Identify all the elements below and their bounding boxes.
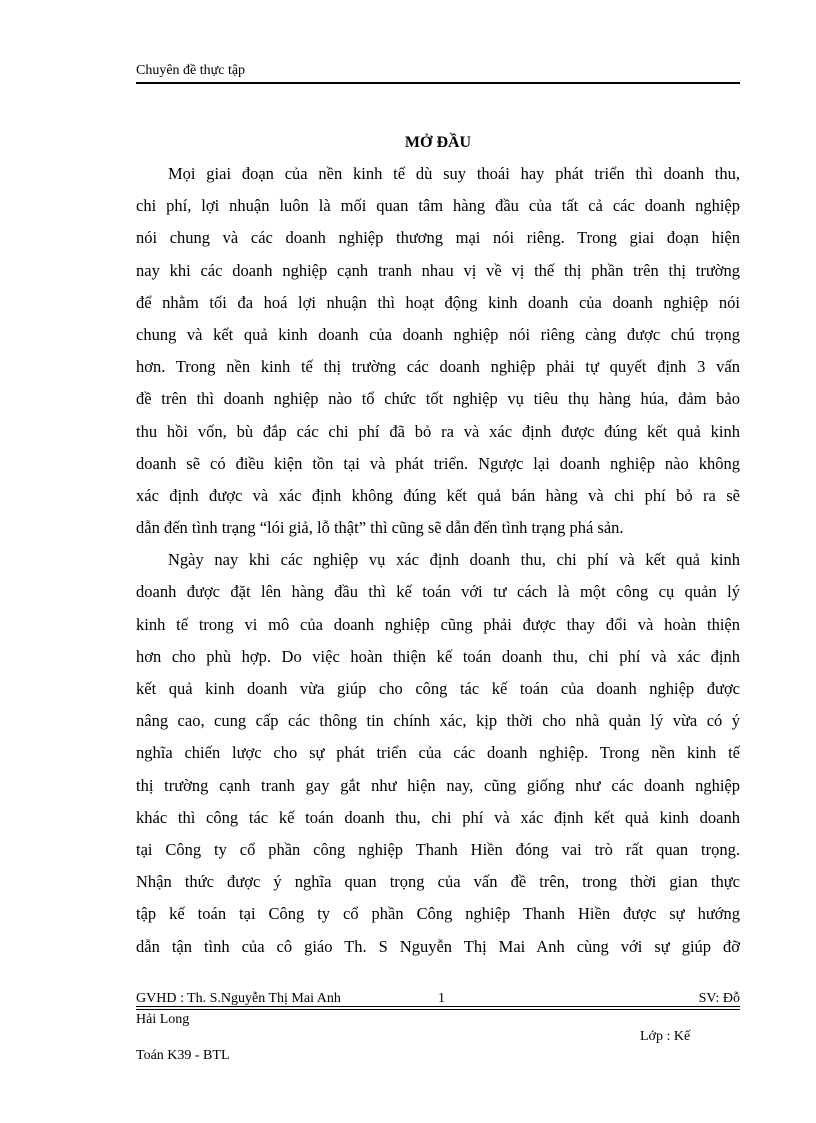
paragraph-line: dẫn tận tình của cô giáo Th. S Nguyễn Thị Mai Anh cùng với sự giúp đỡ xyxy=(136,936,740,956)
footer-divider-double xyxy=(136,1009,740,1010)
paragraph-line: Nhận thức được ý nghĩa quan trọng của vấn đề trên, trong thời gian thực xyxy=(136,872,740,892)
paragraph-line: dẫn đến tình trạng “lói giả, lỗ thật” thì cũng sẽ dẫn đến tình trạng phá sản. xyxy=(136,518,624,538)
header-divider xyxy=(136,82,740,84)
footer-supervisor: GVHD : Th. S.Nguyễn Thị Mai Anh xyxy=(136,991,341,1006)
paragraph-line: doanh sẽ có điều kiện tồn tại và phát triển. Ngược lại doanh nghiệp nào không xyxy=(136,453,740,473)
paragraph-line: tập kế toán tại Công ty cổ phần Công nghiệp Thanh Hiền được sự hướng xyxy=(136,904,740,924)
paragraph-line: chung và kết quả kinh doanh của doanh nghiệp nói riêng càng được chú trọng xyxy=(136,324,740,344)
paragraph-line: nay khi các doanh nghiệp cạnh tranh nhau vị về vị thế thị phần trên thị trường xyxy=(136,260,740,280)
page-number: 1 xyxy=(438,991,445,1006)
paragraph-line: khác thì công tác kế toán doanh thu, chi phí và xác định kết quả kinh doanh xyxy=(136,807,740,827)
paragraph-line: hơn. Trong nền kinh tế thị trường các doanh nghiệp phải tự quyết định 3 vấn xyxy=(136,357,740,377)
footer-class-label: Lớp : Kế xyxy=(640,1029,691,1044)
paragraph-line: thu hồi vốn, bù đắp các chi phí đã bỏ ra và xác định được đúng kết quả kinh xyxy=(136,421,740,441)
paragraph-line: chi phí, lợi nhuận luôn là mối quan tâm hàng đầu của tất cả các doanh nghiệp xyxy=(136,196,740,216)
section-title: MỞ ĐẦU xyxy=(404,134,472,151)
paragraph-line: thị trường cạnh tranh gay gắt như hiện nay, cũng giống như các doanh nghiệp xyxy=(136,775,740,795)
body-text xyxy=(136,158,740,963)
page-header xyxy=(136,62,740,84)
paragraph-line: nói chung và các doanh nghiệp thương mại nói riêng. Trong giai đoạn hiện xyxy=(136,228,740,248)
paragraph-line: doanh được đặt lên hàng đầu thì kế toán với tư cách là một công cụ quản lý xyxy=(136,582,740,602)
paragraph-line: xác định được và xác định không đúng kết quả bán hàng và chi phí bỏ ra sẽ xyxy=(136,485,740,505)
footer-divider xyxy=(136,1006,740,1007)
paragraph-line: nâng cao, cung cấp các thông tin chính xác, kịp thời cho nhà quản lý vừa có ý xyxy=(136,711,740,731)
paragraph-1 xyxy=(136,158,740,544)
header-title: Chuyên đề thực tập xyxy=(136,63,246,78)
paragraph-2 xyxy=(136,544,740,962)
footer-student-name: Hải Long xyxy=(136,1012,190,1027)
paragraph-line: kinh tế trong vi mô của doanh nghiệp cũng phải được thay đổi và hoàn thiện xyxy=(136,614,740,634)
paragraph-line: để nhằm tối đa hoá lợi nhuận thì hoạt động kinh doanh của doanh nghiệp nói xyxy=(136,292,740,312)
paragraph-line: đề trên thì doanh nghiệp nào tổ chức tốt nghiệp vụ tiêu thụ hàng húa, đảm bảo xyxy=(136,389,740,409)
footer-student: SV: Đỗ xyxy=(698,991,740,1006)
paragraph-line: nghĩa chiến lược cho sự phát triển của các doanh nghiệp. Trong nền kinh tế xyxy=(136,743,740,763)
page-footer xyxy=(136,990,740,1063)
paragraph-line: hơn cho phù hợp. Do việc hoàn thiện kế toán doanh thu, chi phí và xác định xyxy=(136,646,740,666)
paragraph-line: Ngày nay khi các nghiệp vụ xác định doanh thu, chi phí và kết quả kinh xyxy=(168,550,740,570)
paragraph-line: Mọi giai đoạn của nền kinh tế dù suy thoái hay phát triển thì doanh thu, xyxy=(168,164,740,183)
paragraph-line: kết quả kinh doanh vừa giúp cho công tác kế toán của doanh nghiệp được xyxy=(136,679,740,698)
footer-class-value: Toán K39 - BTL xyxy=(136,1048,230,1063)
paragraph-line: tại Công ty cổ phần công nghiệp Thanh Hiền đóng vai trò rất quan trọng. xyxy=(136,839,740,859)
